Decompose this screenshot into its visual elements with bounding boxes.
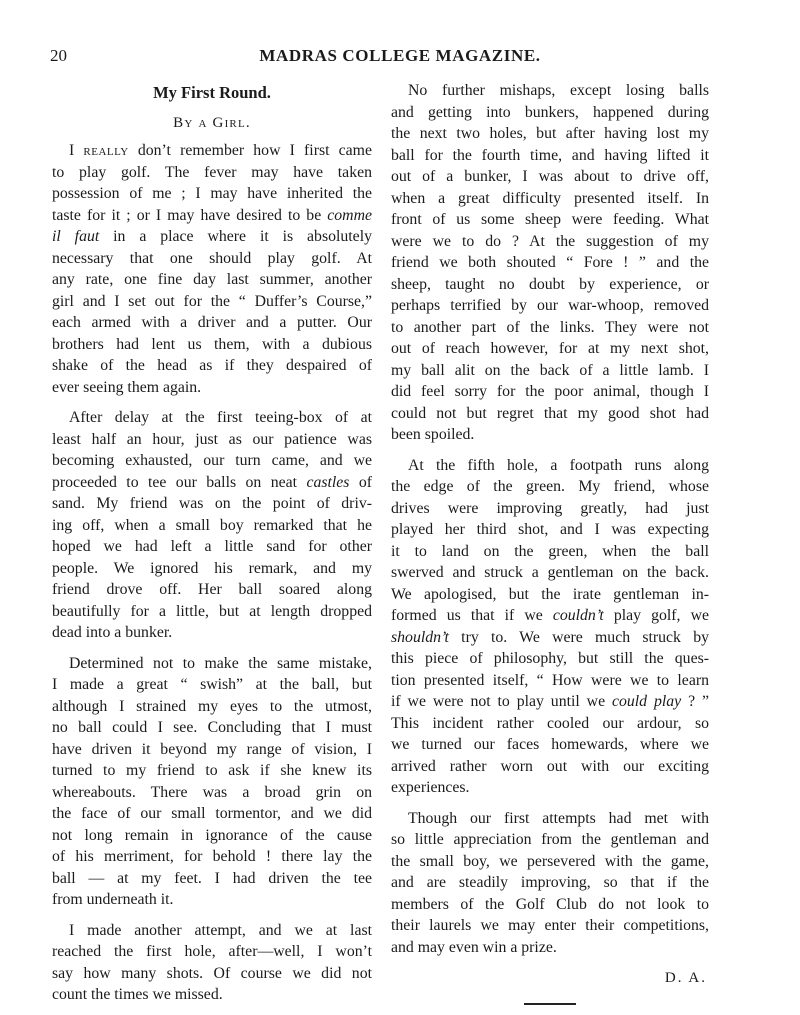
paragraph <box>391 808 709 959</box>
paragraph <box>52 140 372 398</box>
text-line: experiences. <box>391 779 470 796</box>
text-line: At the fifth hole, a footpath runs along <box>408 456 709 474</box>
paragraph <box>52 920 372 1006</box>
text-line: to play golf. The fever may have taken <box>52 163 372 181</box>
text-line: the face of our small tormentor, and we did <box>52 805 372 822</box>
text-line: each armed with a driver and a putter. Our <box>52 314 372 331</box>
text-line: been spoiled. <box>391 426 475 443</box>
text-line: from underneath it. <box>52 891 174 908</box>
text-line: their laurels we may enter their competitions, <box>391 917 709 934</box>
text-line: ball for the fourth time, and having lifted it <box>391 146 709 164</box>
text-line: swerved and struck a gentleman on the back. <box>391 564 709 581</box>
text-line: did feel sorry for the poor animal, though I <box>391 383 709 400</box>
text-line: the small boy, we persevered with the game, <box>391 852 709 870</box>
text-line: out of reach however, for at my next shot, <box>391 340 709 357</box>
text-line: of his merriment, for behold ! there lay the <box>52 848 372 865</box>
paragraph <box>391 455 709 799</box>
text-line: tion presented itself, “ How were we to learn <box>391 671 709 689</box>
text-line: shouldn’t try to. We were much struck by <box>391 628 709 646</box>
text-line: shake of the head as if they despaired of <box>52 357 372 374</box>
text-line: and may even win a prize. <box>391 938 557 956</box>
paragraph <box>52 407 372 644</box>
magazine-title: MADRAS COLLEGE MAGAZINE. <box>259 46 541 65</box>
text-line: girl and I set out for the “ Duffer’s Course,” <box>52 292 372 310</box>
paragraph <box>52 653 372 911</box>
text-line: ball — at my feet. I had driven the tee <box>52 869 372 887</box>
text-line: formed us that if we couldn’t play golf, we <box>391 607 709 624</box>
text-line: I really don’t remember how I first came <box>69 142 372 159</box>
text-line: brothers had lent us them, with a dubious <box>52 335 372 353</box>
right-column-body <box>391 80 709 958</box>
text-line: After delay at the first teeing-box of at <box>69 409 372 426</box>
text-line: sand. My friend was on the point of driv- <box>52 495 372 512</box>
text-line: beautifully for a little, but at length dropped <box>52 602 372 620</box>
text-line: sheep, taught no doubt by experience, or <box>391 275 709 293</box>
text-line: We apologised, but the irate gentleman in- <box>391 585 709 603</box>
text-line: taste for it ; or I may have desired to be comme <box>52 206 372 224</box>
text-line: have driven it beyond my range of vision, I <box>52 740 372 758</box>
text-line: I made another attempt, and we at last <box>69 921 372 939</box>
text-line: turned to my friend to ask if she knew its <box>52 762 372 779</box>
right-column <box>391 80 709 1005</box>
text-line: played her third shot, and I was expecting <box>391 521 709 538</box>
article-signature: D. A. <box>664 970 707 986</box>
text-line: necessary that one should play golf. At <box>52 249 372 267</box>
text-line: to another part of the links. They were not <box>391 318 709 336</box>
article-byline: By a Girl. <box>173 115 251 131</box>
text-line: no ball could I see. Concluding that I must <box>52 719 372 736</box>
text-line: so little appreciation from the gentleman and <box>391 831 709 848</box>
text-line: No further mishaps, except losing balls <box>408 82 709 99</box>
text-line: count the times we missed. <box>52 986 223 1003</box>
text-line: least half an hour, just as our patience was <box>52 430 372 448</box>
text-line: we turned our faces homewards, where we <box>391 736 709 753</box>
text-line: this piece of philosophy, but still the ques- <box>391 650 709 667</box>
text-line: perhaps terrified by our war-whoop, removed <box>391 297 709 314</box>
text-line: people. We ignored his remark, and my <box>52 559 372 577</box>
left-column-body <box>52 140 372 1006</box>
text-line: out of a bunker, I was about to drive off, <box>391 168 709 185</box>
text-line: whereabouts. There was a broad grin on <box>52 783 372 801</box>
text-line: arrived rather worn out with our exciting <box>391 757 709 775</box>
text-line: when a great difficulty presented itself. In <box>391 189 709 207</box>
text-line: il faut in a place where it is absolutely <box>52 228 372 245</box>
text-line: and are steadily improving, so that if the <box>391 874 709 891</box>
text-line: hoped we had left a little sand for other <box>52 538 372 555</box>
text-line: proceeded to tee our balls on neat castles of <box>52 473 372 491</box>
text-line: reached the first hole, after—well, I won’t <box>52 943 372 960</box>
text-line: the edge of the green. My friend, whose <box>391 478 709 495</box>
text-line: could not but regret that my good shot had <box>391 404 709 422</box>
text-line: and getting into bunkers, happened during <box>391 103 709 121</box>
page-number: 20 <box>50 46 67 65</box>
text-line: not long remain in ignorance of the cause <box>52 826 372 844</box>
text-line: it to land on the green, when the ball <box>391 542 709 560</box>
text-line: although I strained my eyes to the utmost, <box>52 697 372 715</box>
text-line: Though our first attempts had met with <box>408 809 709 827</box>
paragraph <box>391 80 709 446</box>
text-line: were we to do ? At the suggestion of my <box>391 232 709 250</box>
text-line: ever seeing them again. <box>52 378 202 396</box>
text-line: if we were not to play until we could play ? ” <box>391 693 709 710</box>
left-column <box>52 80 372 1015</box>
text-line: Determined not to make the same mistake, <box>69 654 372 672</box>
text-line: members of the Golf Club do not look to <box>391 895 709 913</box>
text-line: This incident rather cooled our ardour, so <box>391 714 709 732</box>
text-line: friend drove off. Her ball soared along <box>52 581 372 598</box>
text-line: the next two holes, but after having lost my <box>391 125 709 142</box>
text-line: any rate, one fine day last summer, another <box>52 271 372 288</box>
text-line: front of us some sheep were feeding. What <box>391 211 709 228</box>
end-rule <box>524 1003 576 1005</box>
article-title: My First Round. <box>153 83 271 102</box>
text-line: friend we both shouted “ Fore ! ” and the <box>391 254 709 271</box>
text-line: my ball alit on the back of a little lamb. I <box>391 361 709 379</box>
text-line: I made a great “ swish” at the ball, but <box>52 676 372 693</box>
text-line: possession of me ; I may have inherited the <box>52 185 372 202</box>
text-line: dead into a bunker. <box>52 624 173 641</box>
text-line: becoming exhausted, our turn came, and we <box>52 452 372 469</box>
text-line: ing off, when a small boy remarked that he <box>52 516 372 534</box>
text-line: drives were improving greatly, had just <box>391 499 709 517</box>
text-line: say how many shots. Of course we did not <box>52 964 372 982</box>
